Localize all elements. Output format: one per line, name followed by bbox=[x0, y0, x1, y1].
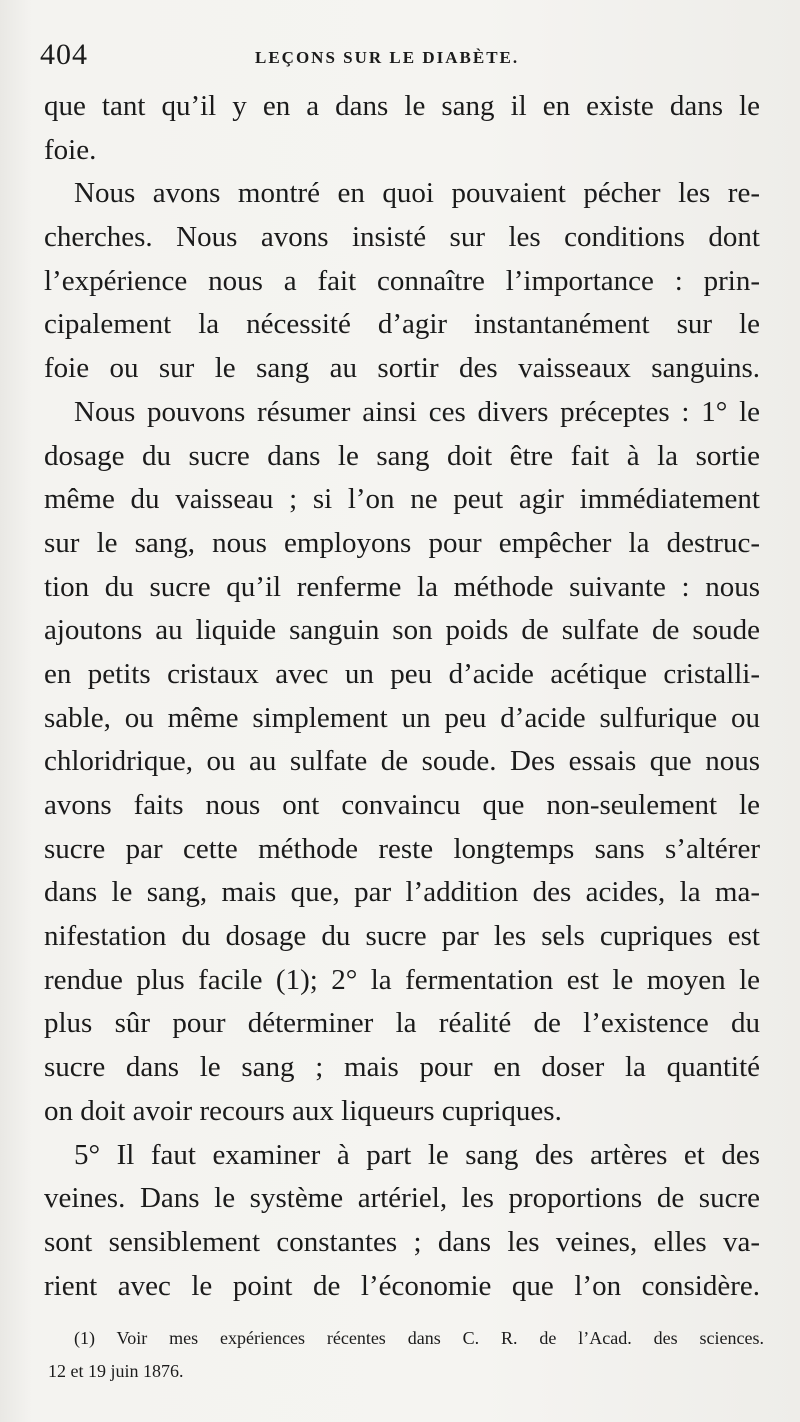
text-line: sucre par cette méthode reste longtemps sans s’altérer bbox=[44, 832, 760, 865]
text-line: avons faits nous ont convaincu que non-seulement le bbox=[44, 789, 760, 821]
running-title: LEÇONS SUR LE DIABÈTE. bbox=[255, 48, 520, 67]
text-line: cherches. Nous avons insisté sur les conditions dont bbox=[44, 221, 760, 254]
text-line: l’expérience nous a fait connaître l’importance : prin- bbox=[44, 264, 760, 297]
text-line: que tant qu’il y en a dans le sang il en existe dans le bbox=[44, 90, 760, 122]
text-line: sucre dans le sang ; mais pour en doser la quantité bbox=[44, 1051, 760, 1084]
text-line: Nous pouvons résumer ainsi ces divers préceptes : 1° le bbox=[74, 395, 760, 428]
text-line: plus sûr pour déterminer la réalité de l’existence du bbox=[44, 1007, 760, 1040]
text-line: ajoutons au liquide sanguin son poids de sulfate de soude bbox=[44, 614, 760, 647]
text-line: cipalement la nécessité d’agir instantanément sur le bbox=[44, 308, 760, 341]
text-line: chloridrique, ou au sulfate de soude. Des essais que nous bbox=[44, 745, 760, 778]
text-line: dans le sang, mais que, par l’addition des acides, la ma- bbox=[44, 876, 760, 909]
text-line: même du vaisseau ; si l’on ne peut agir immédiatement bbox=[44, 483, 760, 516]
running-head bbox=[40, 38, 760, 78]
text-line: sur le sang, nous employons pour empêcher la destruc- bbox=[44, 526, 760, 559]
footnote-line: (1) Voir mes expériences récentes dans C. R. de l’Acad. des sciences. bbox=[74, 1328, 764, 1348]
text-line: Nous avons montré en quoi pouvaient pécher les re- bbox=[74, 177, 760, 210]
text-line: 5° Il faut examiner à part le sang des artères et des bbox=[74, 1138, 760, 1171]
text-line: on doit avoir recours aux liqueurs cupriques. bbox=[44, 1094, 562, 1127]
text-line: foie. bbox=[44, 133, 97, 166]
text-line: sable, ou même simplement un peu d’acide sulfurique ou bbox=[44, 701, 760, 734]
body-text bbox=[44, 85, 760, 1308]
text-line: dosage du sucre dans le sang doit être fait à la sortie bbox=[44, 439, 760, 472]
text-line: tion du sucre qu’il renferme la méthode suivante : nous bbox=[44, 570, 760, 603]
text-line: rient avec le point de l’économie que l’on considère. bbox=[44, 1269, 760, 1302]
text-line: en petits cristaux avec un peu d’acide acétique cristalli- bbox=[44, 657, 760, 690]
text-line: nifestation du dosage du sucre par les sels cupriques est bbox=[44, 920, 760, 953]
text-line: sont sensiblement constantes ; dans les veines, elles va- bbox=[44, 1225, 760, 1258]
text-line: foie ou sur le sang au sortir des vaisseaux sanguins. bbox=[44, 352, 760, 385]
footnote-line: 12 et 19 juin 1876. bbox=[48, 1361, 184, 1381]
text-line: rendue plus facile (1); 2° la fermentation est le moyen le bbox=[44, 963, 760, 996]
footnotes bbox=[48, 1322, 764, 1388]
text-line: veines. Dans le système artériel, les proportions de sucre bbox=[44, 1182, 760, 1215]
page-number: 404 bbox=[40, 38, 88, 71]
